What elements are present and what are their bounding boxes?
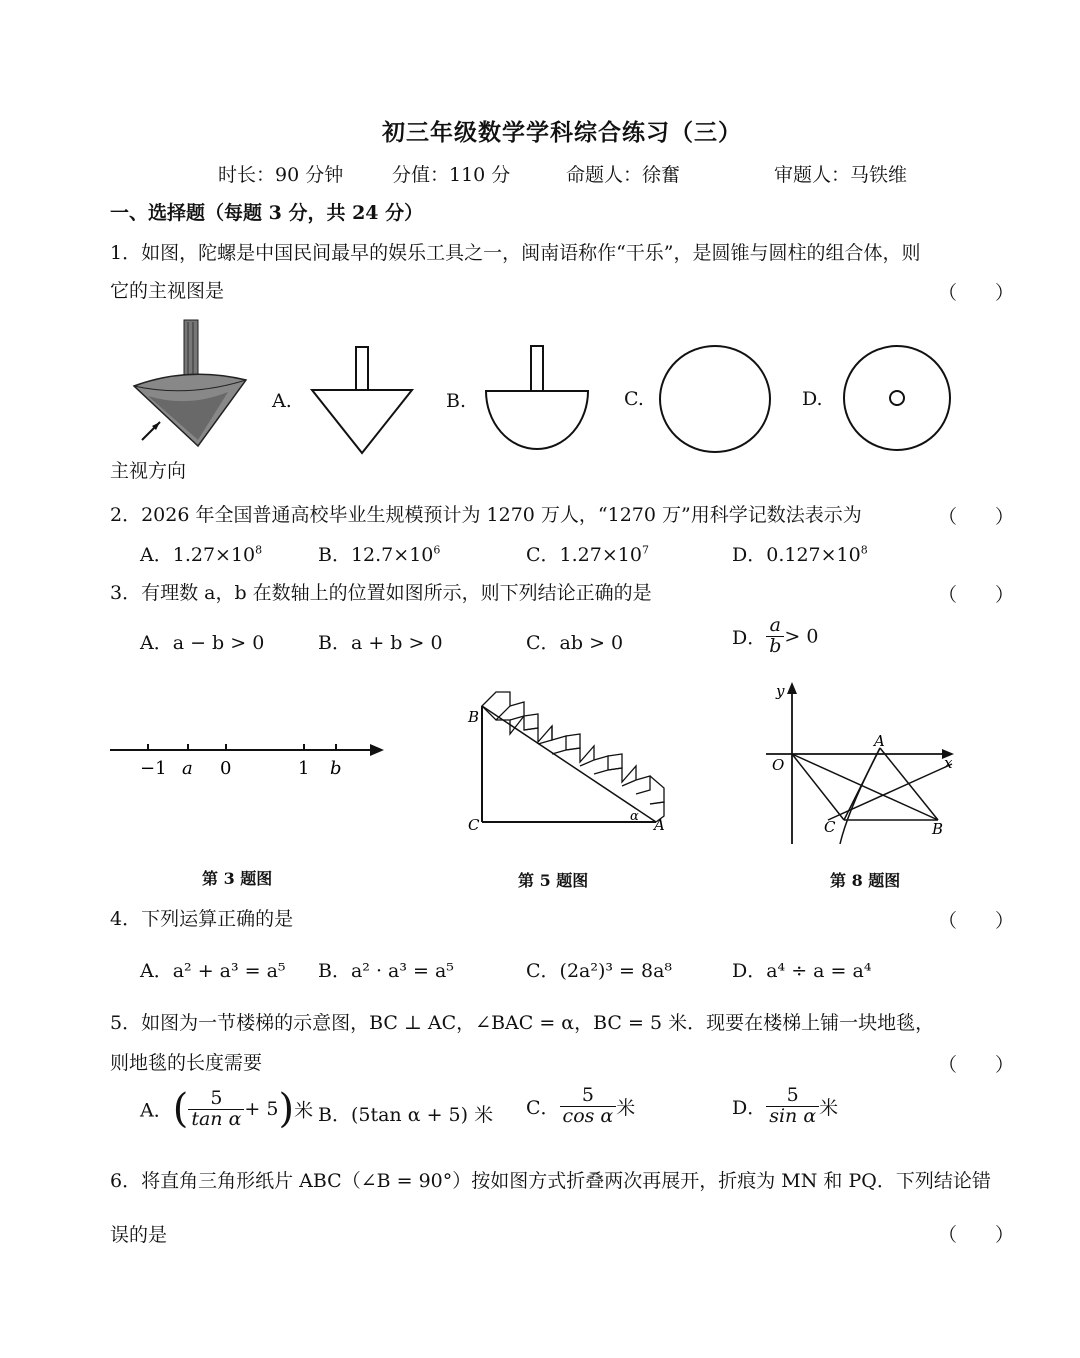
- q4-option-d: D．a⁴ ÷ a = a⁴: [732, 960, 872, 982]
- q1-answer-paren: （ ）: [938, 282, 1015, 304]
- page-title: 初三年级数学学科综合练习（三）: [382, 119, 742, 146]
- q5-option-a: A．( $\frac{5}{\text{tan α}}$ + 5)米: [140, 1086, 314, 1132]
- q3-answer-paren: （ ）: [938, 584, 1015, 606]
- svg-text:y: y: [776, 682, 785, 700]
- svg-text:O: O: [772, 756, 785, 774]
- q3-option-b: B．a + b > 0: [318, 632, 443, 654]
- q5-option-d: D． $\frac{5}{\text{sin α}}$ 米: [732, 1084, 839, 1127]
- svg-text:1: 1: [298, 758, 310, 779]
- svg-text:C: C: [468, 816, 480, 834]
- exam-score: 分值：110 分: [392, 164, 511, 186]
- svg-text:a: a: [182, 758, 193, 779]
- q4-option-c: C．(2a²)³ = 8a⁸: [526, 960, 673, 982]
- spinning-top-figure: [128, 318, 248, 458]
- q2-option-c: C．$1.27\times 10^7$: [526, 543, 649, 566]
- q1-option-d-figure: [842, 344, 952, 454]
- exam-author: 命题人：徐奮: [566, 164, 681, 186]
- q1-option-c-label: C.: [624, 388, 644, 410]
- q6-text-line1: 6．将直角三角形纸片 ABC（∠B = 90°）按如图方式折叠两次再展开，折痕为 MN 和 PQ．下列结论错: [110, 1170, 991, 1192]
- section-title: 一、选择题（每题 3 分，共 24 分）: [110, 202, 424, 224]
- q4-answer-paren: （ ）: [938, 910, 1015, 932]
- svg-text:x: x: [944, 754, 953, 772]
- q1-option-b-figure: [484, 344, 590, 458]
- q2-answer-paren: （ ）: [938, 506, 1015, 528]
- q5-option-c: C． $\frac{5}{\text{cos α}}$ 米: [526, 1084, 636, 1127]
- q4-option-a: A．a² + a³ = a⁵: [140, 960, 286, 982]
- svg-text:A: A: [654, 816, 665, 834]
- fig8-caption: 第 8 题图: [830, 871, 901, 890]
- q4-option-b: B．a² · a³ = a⁵: [318, 960, 454, 982]
- coordinate-figure: [764, 678, 964, 848]
- fig3-caption: 第 3 题图: [202, 869, 273, 888]
- q2-option-a: A．$1.27\times 10^8$: [140, 543, 263, 566]
- q1-text-line1: 1．如图，陀螺是中国民间最早的娱乐工具之一，闽南语称作“干乐”，是圆锥与圆柱的组合体，则: [110, 242, 921, 264]
- exam-reviewer: 审题人：马铁维: [774, 164, 908, 186]
- svg-text:α: α: [630, 809, 639, 824]
- q1-option-a-label: A.: [272, 390, 292, 412]
- q1-option-a-figure: [310, 345, 414, 457]
- q1-text-line2: 它的主视图是: [110, 280, 225, 302]
- svg-text:A: A: [874, 732, 885, 750]
- q5-text-line2: 则地毯的长度需要: [110, 1052, 263, 1074]
- exam-duration: 时长：90 分钟: [218, 164, 344, 186]
- svg-text:b: b: [330, 758, 342, 779]
- q5-option-b: B．(5tan α + 5) 米: [318, 1104, 494, 1126]
- q5-text-line1: 5．如图为一节楼梯的示意图，BC ⊥ AC，∠BAC = α，BC = 5 米．现要在楼梯上铺一块地毯，: [110, 1012, 935, 1034]
- q2-option-d: D．$0.127\times 10^8$: [732, 543, 868, 566]
- q5-answer-paren: （ ）: [938, 1054, 1015, 1076]
- q3-option-d: D． $\frac{a}{b}$ > 0: [732, 614, 819, 657]
- q2-option-b: B．$12.7\times 10^6$: [318, 543, 441, 566]
- svg-text:−1: −1: [140, 758, 167, 779]
- q6-text-line2: 误的是: [110, 1224, 168, 1246]
- svg-text:B: B: [932, 820, 944, 838]
- svg-text:B: B: [468, 708, 480, 726]
- q1-option-c-figure: [658, 344, 772, 454]
- view-direction-label: 主视方向: [110, 460, 187, 482]
- q3-option-c: C．ab > 0: [526, 632, 624, 654]
- q4-text: 4．下列运算正确的是: [110, 908, 294, 930]
- svg-text:0: 0: [220, 758, 232, 779]
- q2-text: 2．2026 年全国普通高校毕业生规模预计为 1270 万人，“1270 万”用科学记数法表示为: [110, 504, 862, 526]
- svg-text:C: C: [824, 818, 836, 836]
- number-line-figure: [108, 738, 388, 788]
- q3-option-a: A．a − b > 0: [140, 632, 265, 654]
- q1-option-b-label: B.: [446, 390, 467, 412]
- fig5-caption: 第 5 题图: [518, 871, 589, 890]
- q6-answer-paren: （ ）: [938, 1224, 1015, 1246]
- q1-option-d-label: D.: [802, 388, 823, 410]
- stairs-figure: [466, 688, 676, 838]
- q3-text: 3．有理数 a，b 在数轴上的位置如图所示，则下列结论正确的是: [110, 582, 652, 604]
